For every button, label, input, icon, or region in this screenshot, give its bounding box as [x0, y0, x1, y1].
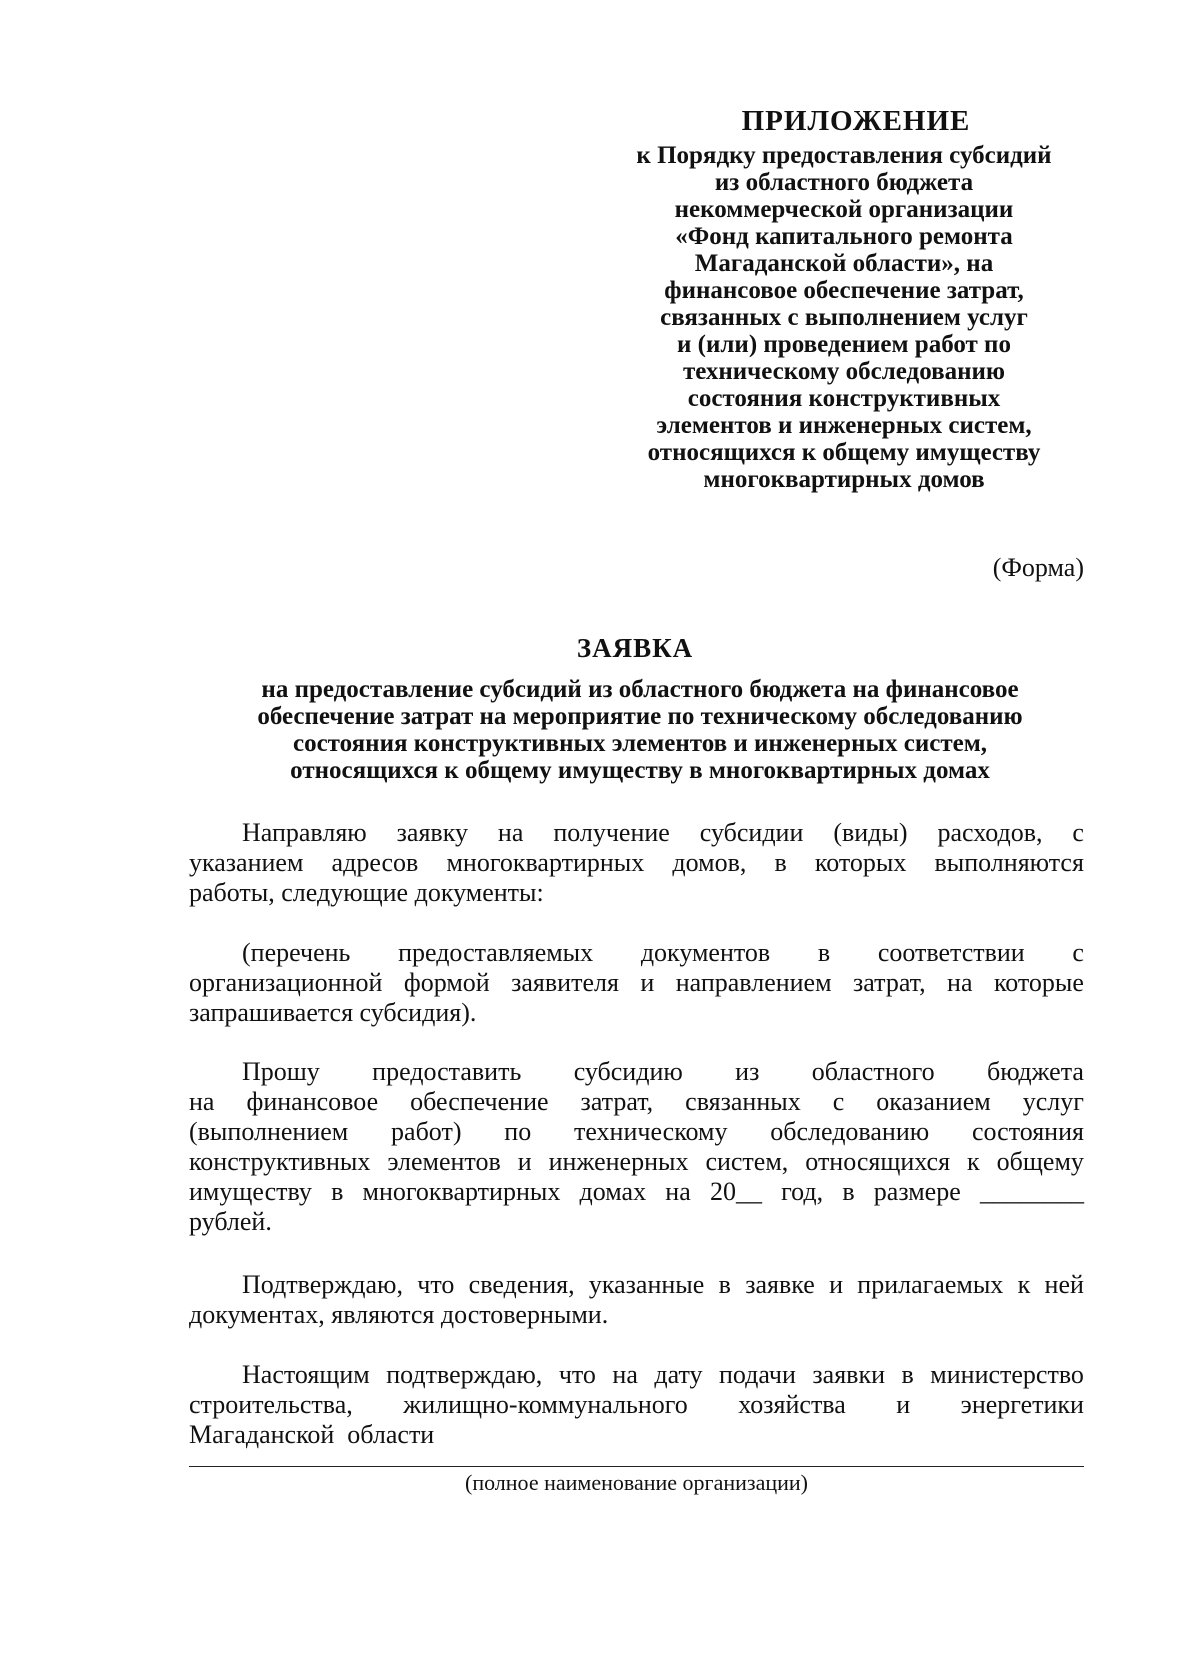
appendix-line: «Фонд капитального ремонта [675, 223, 1013, 250]
appendix-line: техническому обследованию [683, 358, 1005, 385]
word: имуществу [189, 1177, 312, 1206]
paragraph-request-documents [189, 818, 1084, 908]
year-blank: 20__ [709, 1177, 762, 1206]
word: на [947, 968, 973, 997]
word: и [517, 1147, 532, 1176]
appendix-title: ПРИЛОЖЕНИЕ [741, 105, 971, 137]
word: и [640, 968, 655, 997]
word: организационной [189, 968, 383, 997]
appendix-line: к Порядку предоставления субсидий [636, 142, 1052, 169]
word: жилищно-коммунального [403, 1390, 688, 1419]
paragraph-line: документах, являются достоверными. [189, 1300, 609, 1329]
word: домах [579, 1177, 647, 1206]
word: прилагаемых [857, 1270, 1004, 1299]
word: на [665, 1177, 691, 1206]
word: многоквартирных [446, 848, 645, 877]
word: техническому [574, 1117, 728, 1146]
organization-name-caption: (полное наименование организации) [465, 1470, 808, 1495]
paragraph-line: работы, следующие документы: [189, 878, 544, 907]
word: относящихся [805, 1147, 951, 1176]
word: что [417, 1270, 455, 1299]
appendix-line: из областного бюджета [714, 169, 974, 196]
word: указанием [189, 848, 304, 877]
word: заявке [745, 1270, 815, 1299]
appendix-line: и (или) проведением работ по [677, 331, 1011, 358]
word: (виды) [833, 818, 908, 847]
paragraph-document-list [189, 938, 1084, 1028]
word: субсидии [699, 818, 804, 847]
word: на [189, 1087, 215, 1116]
appendix-line: связанных с выполнением услуг [660, 304, 1028, 331]
word: размере [873, 1177, 961, 1206]
justified-line [189, 1390, 1084, 1420]
word: элементов [387, 1147, 501, 1176]
word: Направляю [242, 818, 367, 847]
paragraph-subsidy-request [189, 1057, 1084, 1237]
word: в [331, 1177, 344, 1206]
justified-line [189, 1360, 1084, 1390]
word: к [967, 1147, 980, 1176]
word: с [1072, 938, 1084, 967]
word: из [735, 1057, 760, 1086]
paragraph-line: запрашивается субсидия). [189, 998, 477, 1027]
word: Подтверждаю, [242, 1270, 403, 1299]
word: в [718, 1270, 731, 1299]
word: и [829, 1270, 843, 1299]
paragraph-confirmation [189, 1270, 1084, 1330]
word: финансовое [246, 1087, 379, 1116]
paragraph-line: рублей. [189, 1207, 272, 1236]
word: что [558, 1360, 596, 1389]
word: по [504, 1117, 532, 1146]
amount-blank: ________ [979, 1177, 1084, 1206]
justified-line [189, 1270, 1084, 1300]
word: заявки [812, 1360, 885, 1389]
appendix-line: Магаданской области», на [694, 250, 994, 277]
word: подтверждаю, [386, 1360, 543, 1389]
word: указанные [588, 1270, 705, 1299]
word: субсидию [573, 1057, 683, 1086]
word: затрат, [580, 1087, 654, 1116]
word: строительства, [189, 1390, 353, 1419]
word: адресов [331, 848, 419, 877]
subtitle-line: относящихся к общему имуществу в многоквартирных домах [290, 757, 990, 784]
word: выполняются [934, 848, 1084, 877]
paragraph-line: Магаданской области [189, 1420, 435, 1449]
word: соответствии [877, 938, 1025, 967]
word: и [896, 1390, 911, 1419]
word: на [612, 1360, 638, 1389]
paragraph-ministry-confirmation [189, 1360, 1084, 1450]
word: год, [781, 1177, 824, 1206]
word: обеспечение [410, 1087, 549, 1116]
word: расходов, [937, 818, 1043, 847]
word: услуг [1022, 1087, 1084, 1116]
appendix-line: многоквартирных домов [703, 466, 985, 493]
organization-name-fill-line [189, 1466, 1084, 1467]
word: формой [403, 968, 490, 997]
word: министерство [930, 1360, 1084, 1389]
word: бюджета [987, 1057, 1084, 1086]
justified-line [189, 1087, 1084, 1117]
word: (перечень [242, 938, 351, 967]
word: систем, [705, 1147, 789, 1176]
justified-line [189, 1057, 1084, 1087]
word: предоставляемых [398, 938, 594, 967]
subtitle-line: обеспечение затрат на мероприятие по техническому обследованию [257, 703, 1023, 730]
word: получение [553, 818, 670, 847]
form-label: (Форма) [992, 553, 1084, 582]
word: областного [811, 1057, 935, 1086]
word: оказанием [876, 1087, 991, 1116]
word: заявку [396, 818, 468, 847]
justified-line [189, 938, 1084, 968]
justified-line [189, 968, 1084, 998]
word: к [1017, 1270, 1031, 1299]
word: подачи [719, 1360, 796, 1389]
word: направлением [675, 968, 832, 997]
appendix-line: финансовое обеспечение затрат, [664, 277, 1024, 304]
word: Настоящим [242, 1360, 370, 1389]
appendix-line: состояния конструктивных [687, 385, 1001, 412]
word: с [832, 1087, 845, 1116]
justified-line [189, 848, 1084, 878]
word: связанных [685, 1087, 801, 1116]
word: в [774, 848, 787, 877]
word: Прошу [242, 1057, 320, 1086]
word: работ) [391, 1117, 462, 1146]
word: хозяйства [738, 1390, 846, 1419]
word: (выполнением [189, 1117, 349, 1146]
word: конструктивных [189, 1147, 371, 1176]
word: многоквартирных [362, 1177, 561, 1206]
justified-line-with-blanks [189, 1177, 1084, 1207]
word: в [901, 1360, 914, 1389]
subtitle-line: состояния конструктивных элементов и инженерных систем, [292, 730, 988, 757]
word: обследованию [770, 1117, 930, 1146]
appendix-lines [598, 142, 1090, 493]
justified-line [189, 818, 1084, 848]
word: в [817, 938, 831, 967]
justified-line [189, 1147, 1084, 1177]
word: энергетики [960, 1390, 1084, 1419]
appendix-line: относящихся к общему имуществу [647, 439, 1041, 466]
word: заявителя [511, 968, 619, 997]
word: с [1072, 818, 1084, 847]
subtitle-line: на предоставление субсидий из областного бюджета на финансовое [261, 676, 1019, 703]
word: общему [996, 1147, 1084, 1176]
word: домов, [672, 848, 747, 877]
word: которые [993, 968, 1084, 997]
word: ней [1044, 1270, 1084, 1299]
word: на [497, 818, 524, 847]
document-title: ЗАЯВКА [576, 633, 694, 663]
word: предоставить [372, 1057, 522, 1086]
appendix-line: элементов и инженерных систем, [656, 412, 1032, 439]
word: документов [640, 938, 771, 967]
word: в [842, 1177, 855, 1206]
document-subtitle [190, 676, 1090, 784]
word: состояния [971, 1117, 1084, 1146]
appendix-header [598, 104, 1090, 493]
word: дату [654, 1360, 703, 1389]
word: сведения, [468, 1270, 575, 1299]
justified-line [189, 1117, 1084, 1147]
word: которых [814, 848, 907, 877]
word: затрат, [853, 968, 926, 997]
appendix-line: некоммерческой организации [674, 196, 1014, 223]
word: инженерных [548, 1147, 689, 1176]
